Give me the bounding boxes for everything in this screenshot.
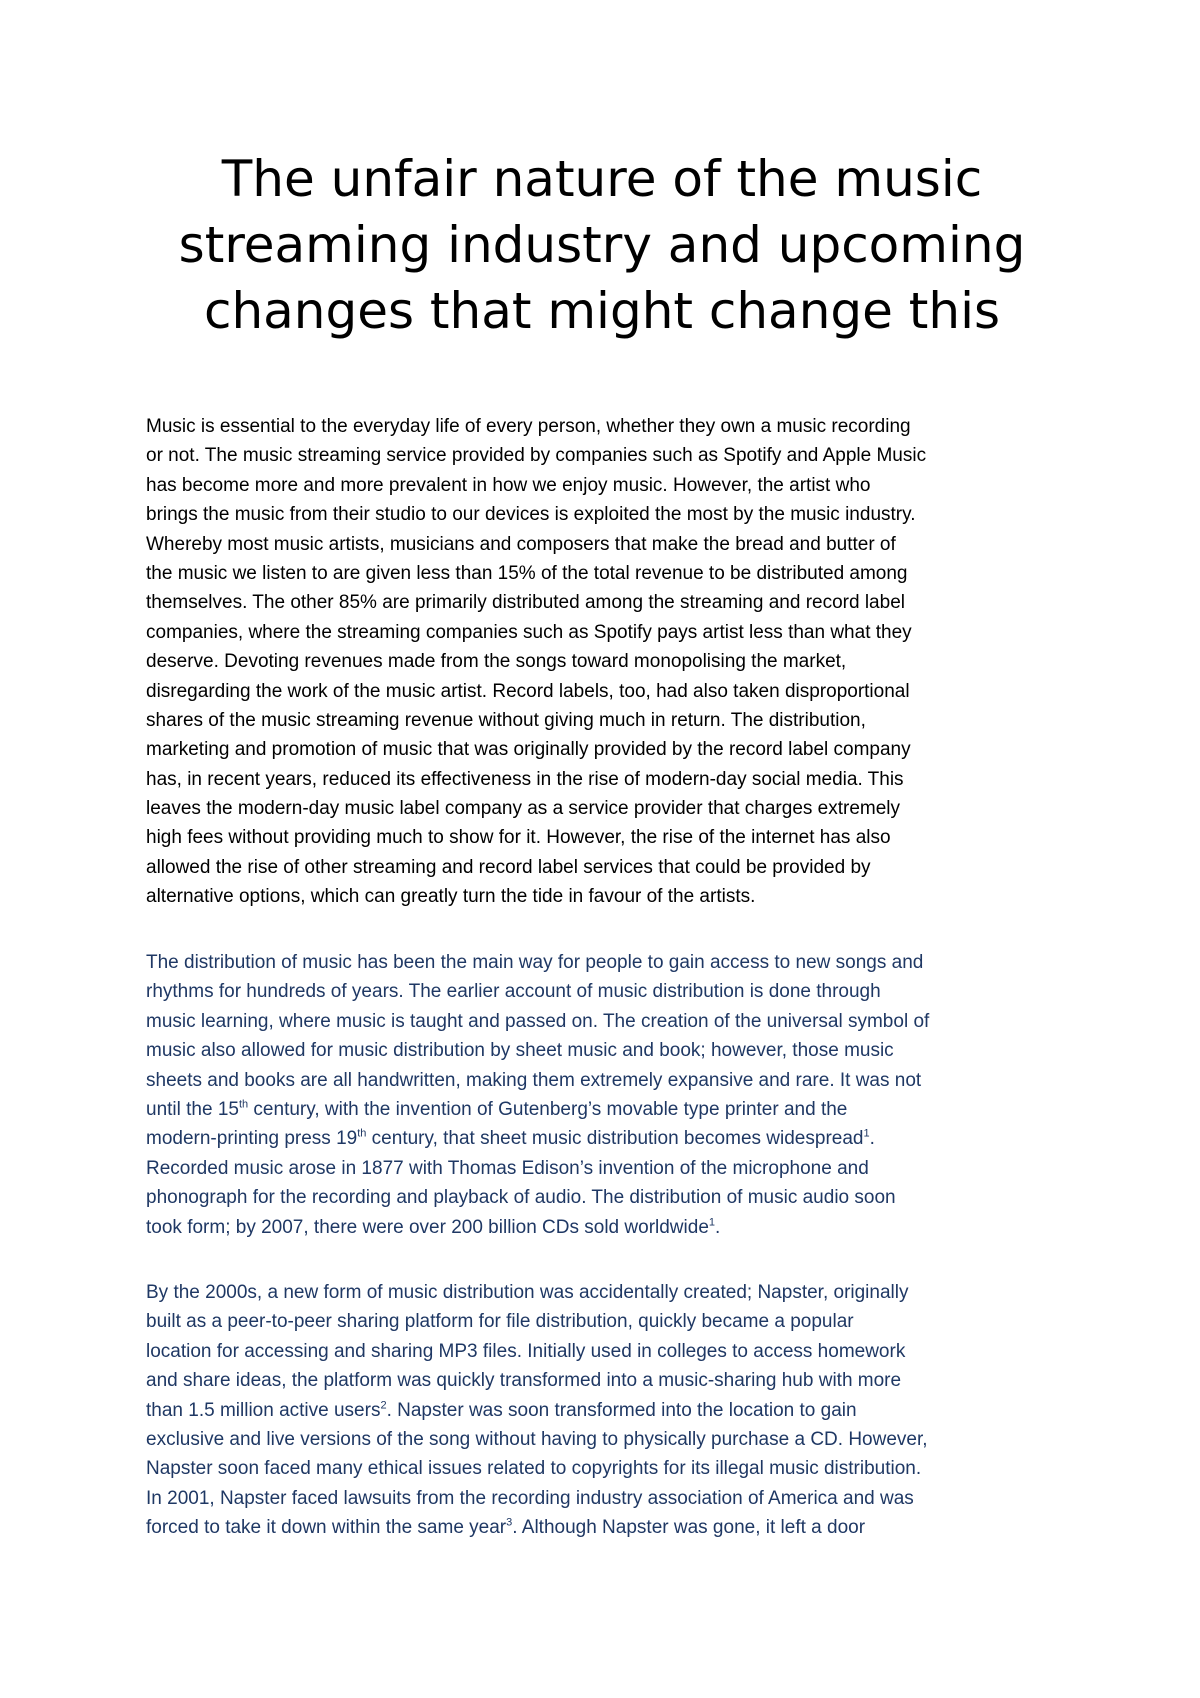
text-line: shares of the music streaming revenue without giving much in return. The distribution, — [146, 709, 866, 731]
text-fragment: than 1.5 million active users — [146, 1399, 381, 1421]
text-line: Whereby most music artists, musicians and composers that make the bread and butter of — [146, 533, 896, 555]
text-line: music also allowed for music distribution by sheet music and book; however, those music — [146, 1040, 894, 1062]
text-line: music learning, where music is taught and passed on. The creation of the universal symbol of — [146, 1010, 930, 1032]
text-line — [146, 1396, 1072, 1425]
text-line: has become more and more prevalent in how we enjoy music. However, the artist who — [146, 474, 871, 496]
footnote-reference: 1 — [863, 1128, 870, 1141]
text-fragment: took form; by 2007, there were over 200 billion CDs sold worldwide — [146, 1216, 709, 1238]
text-line: marketing and promotion of music that was originally provided by the record label company — [146, 739, 911, 761]
document-title: The unfair nature of the music streaming industry and upcoming changes that might change this — [178, 150, 1026, 340]
paragraph-napster — [146, 1278, 1072, 1543]
text-line: companies, where the streaming companies such as Spotify pays artist less than what they — [146, 621, 912, 643]
text-fragment: . Napster was soon transformed into the location to gain — [386, 1399, 857, 1421]
text-line: deserve. Devoting revenues made from the songs toward monopolising the market, — [146, 651, 847, 673]
text-line: phonograph for the recording and playback of audio. The distribution of music audio soon — [146, 1187, 896, 1209]
text-line: location for accessing and sharing MP3 files. Initially used in colleges to access homework — [146, 1340, 906, 1362]
text-fragment: . Although Napster was gone, it left a door — [512, 1517, 866, 1539]
text-line: Napster soon faced many ethical issues related to copyrights for its illegal music distribution. — [146, 1458, 922, 1480]
text-line: sheets and books are all handwritten, making them extremely expansive and rare. It was not — [146, 1069, 922, 1091]
text-line: alternative options, which can greatly turn the tide in favour of the artists. — [146, 886, 756, 908]
text-fragment: until the 15 — [146, 1098, 239, 1120]
text-line: or not. The music streaming service provided by companies such as Spotify and Apple Music — [146, 445, 927, 467]
paragraph-distribution-history — [146, 948, 1072, 1242]
text-line: and share ideas, the platform was quickly transformed into a music-sharing hub with more — [146, 1370, 902, 1392]
text-line — [146, 1213, 1072, 1242]
footnote-reference: 1 — [708, 1216, 716, 1229]
text-line: leaves the modern-day music label company as a service provider that charges extremely — [146, 798, 901, 820]
text-fragment: . — [715, 1216, 721, 1238]
text-line: Music is essential to the everyday life of every person, whether they own a music recording — [146, 416, 911, 437]
text-line: disregarding the work of the music artist. Record labels, too, had also taken disproportional — [146, 680, 910, 702]
text-line — [146, 1095, 1072, 1124]
text-fragment: century, with the invention of Gutenberg’s movable type printer and the — [248, 1098, 848, 1120]
ordinal-superscript: th — [238, 1098, 249, 1111]
footnote-reference: 2 — [380, 1399, 387, 1412]
text-line: The distribution of music has been the main way for people to gain access to new songs and — [146, 952, 924, 973]
text-line: brings the music from their studio to our devices is exploited the most by the music industry. — [146, 504, 916, 526]
ordinal-superscript: th — [357, 1128, 367, 1141]
text-line — [146, 1124, 1072, 1153]
text-line: allowed the rise of other streaming and record label services that could be provided by — [146, 856, 871, 878]
text-line: built as a peer-to-peer sharing platform for file distribution, quickly became a popular — [146, 1311, 854, 1333]
text-fragment: modern-printing press 19 — [146, 1128, 358, 1150]
text-line: By the 2000s, a new form of music distribution was accidentally created; Napster, originally — [146, 1282, 909, 1303]
text-line: high fees without providing much to show for it. However, the rise of the internet has also — [146, 827, 891, 849]
text-line — [146, 1513, 1072, 1542]
text-line: exclusive and live versions of the song without having to physically purchase a CD. However, — [146, 1428, 928, 1450]
text-fragment: forced to take it down within the same year — [146, 1517, 507, 1539]
text-line: In 2001, Napster faced lawsuits from the recording industry association of America and was — [146, 1487, 914, 1509]
footnote-reference: 3 — [506, 1516, 513, 1529]
text-line: rhythms for hundreds of years. The earlier account of music distribution is done through — [146, 981, 881, 1003]
text-line: themselves. The other 85% are primarily distributed among the streaming and record label — [146, 592, 905, 614]
text-line: the music we listen to are given less than 15% of the total revenue to be distributed among — [146, 562, 908, 584]
text-fragment: . — [869, 1128, 875, 1150]
text-line: Recorded music arose in 1877 with Thomas Edison’s invention of the microphone and — [146, 1157, 869, 1179]
text-fragment: century, that sheet music distribution becomes widespread — [366, 1128, 864, 1150]
paragraph-intro — [146, 412, 1072, 912]
text-line: has, in recent years, reduced its effectiveness in the rise of modern-day social media. This — [146, 768, 904, 790]
